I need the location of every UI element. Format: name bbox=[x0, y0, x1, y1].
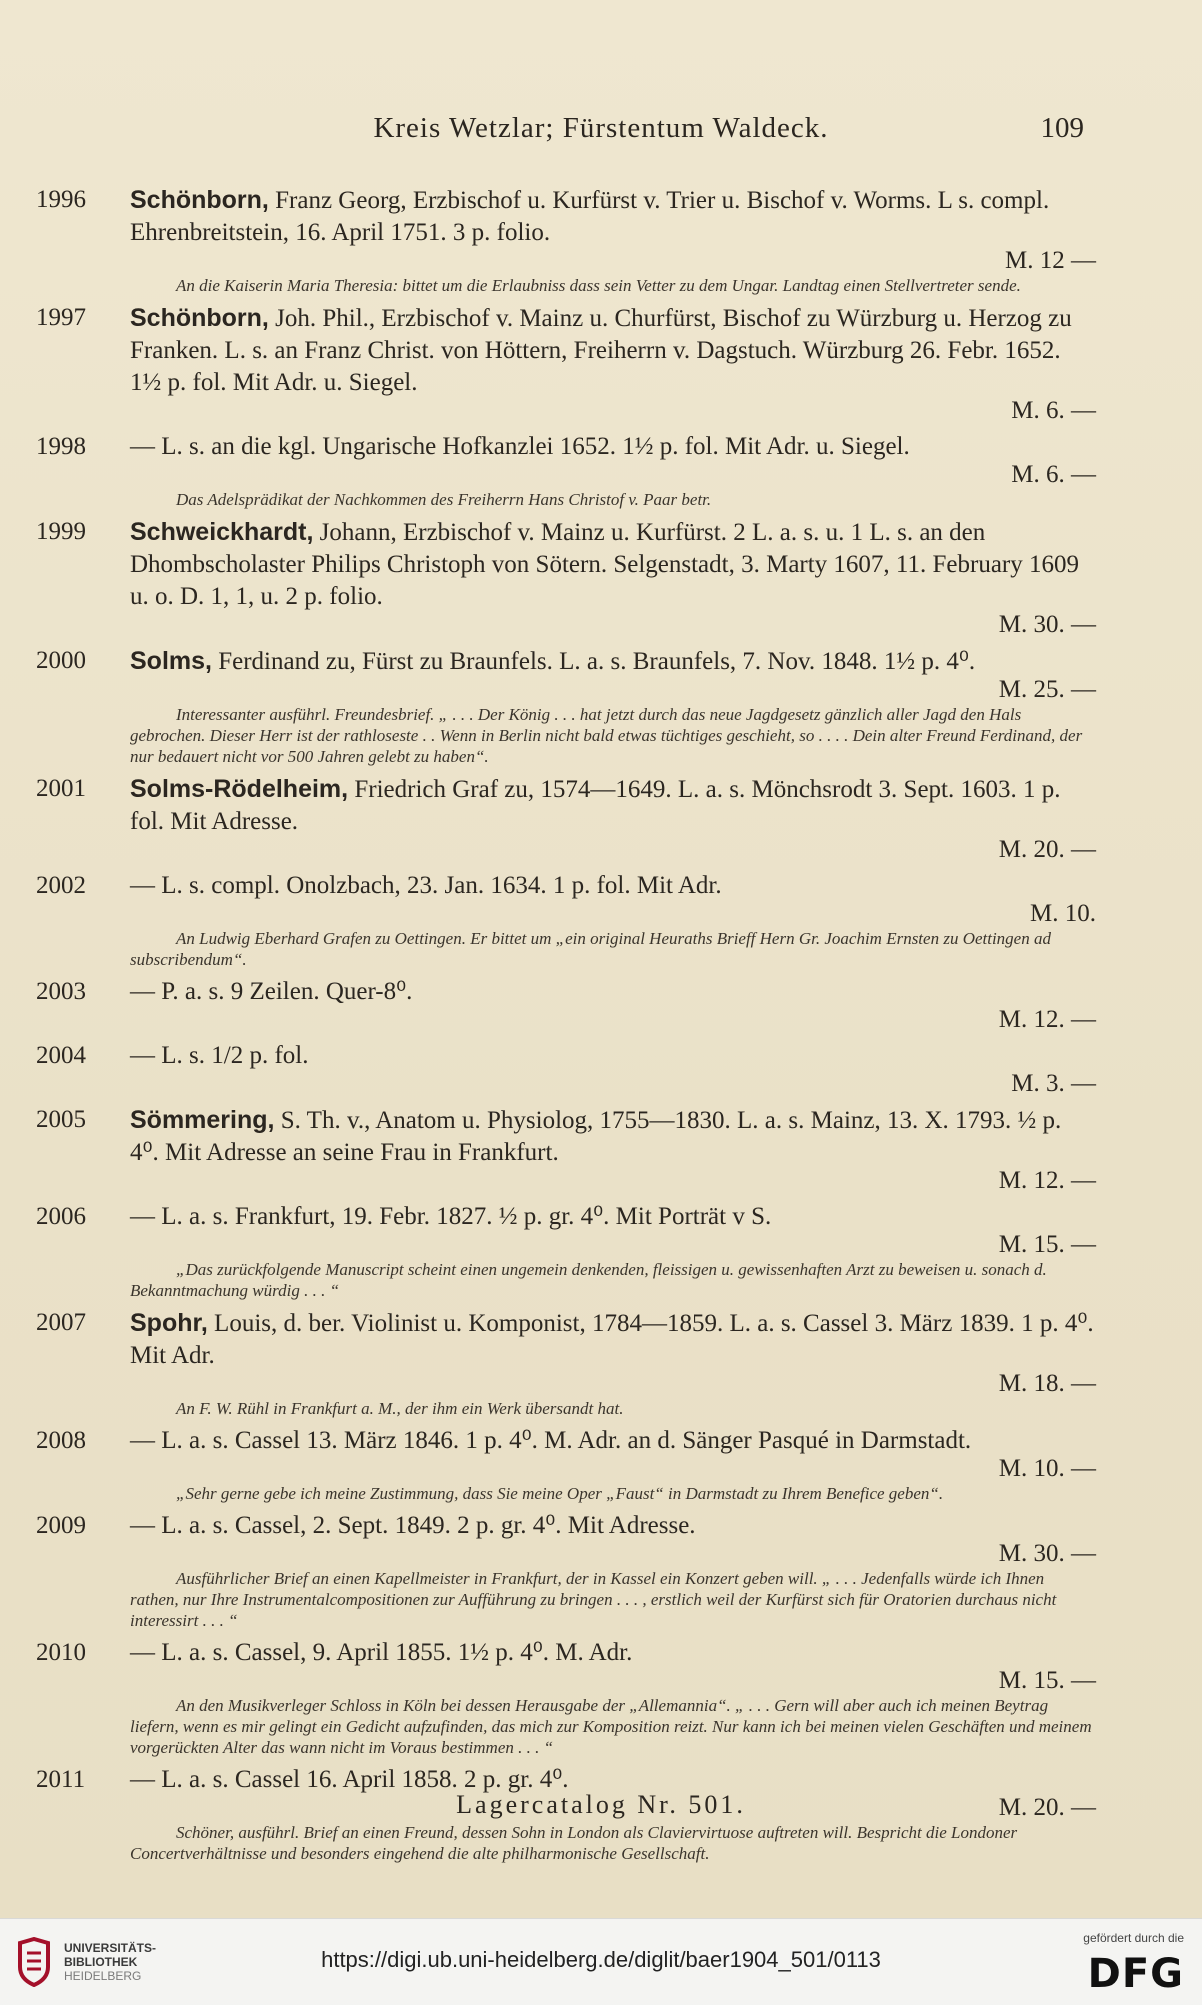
digitization-banner bbox=[0, 1918, 1202, 2005]
entry-price: M. 20. — bbox=[998, 836, 1096, 863]
entry-price: M. 18. — bbox=[998, 1370, 1096, 1397]
entry-price: M. 15. — bbox=[998, 1667, 1096, 1694]
entry-note: An die Kaiserin Maria Theresia: bittet um die Erlaubniss dass sein Vetter zu dem Ungar. Landtag einen Stellvertreter sende. bbox=[176, 276, 1021, 295]
entry-description: Johann, Erzbischof v. Mainz u. Kurfürst. 2 L. a. s. u. 1 L. s. an den Dhombscholaster Philips Christoph von Sötern. Selgenstadt, 3. Marty 1607, 11. February 1609 u. o. D. 1, 1, u. 2 p. folio. bbox=[130, 519, 1079, 610]
entry-price: M. 12. — bbox=[998, 1167, 1096, 1194]
catalog-entry bbox=[36, 1040, 1096, 1098]
entry-description: — L. a. s. Cassel, 9. April 1855. 1½ p. 4⁰. M. Adr. bbox=[130, 1639, 633, 1666]
catalog-entry bbox=[36, 1307, 1096, 1419]
entry-number: 2005 bbox=[36, 1106, 86, 1133]
catalog-entry bbox=[36, 870, 1096, 970]
catalog-entry bbox=[36, 1637, 1096, 1758]
entry-row bbox=[36, 1201, 1096, 1259]
catalog-entry bbox=[36, 773, 1096, 864]
catalog-entry bbox=[36, 1104, 1096, 1195]
entry-price: M. 10. bbox=[1030, 900, 1096, 927]
entry-note: Schöner, ausführl. Brief an einen Freund, dessen Sohn in London als Claviervirtuose auftreten will. Bespricht die Londoner Concertverhältnisse und besonders eingehend die alte philharmonische Gesellschaft. bbox=[130, 1823, 1018, 1863]
entry-price: M. 12. — bbox=[998, 1006, 1096, 1033]
library-line-1: UNIVERSITÄTS- bbox=[64, 1941, 157, 1955]
entry-number: 2007 bbox=[36, 1309, 86, 1336]
entry-price: M. 10. — bbox=[998, 1455, 1096, 1482]
entry-name: Schönborn, bbox=[130, 186, 269, 214]
entry-description: Joh. Phil., Erzbischof v. Mainz u. Churfürst, Bischof zu Würzburg u. Herzog zu Franken. L. s. an Franz Christ. von Höttern, Freiherrn v. Dagstuch. Würzburg 26. Febr. 1652. 1½ p. fol. Mit Adr. u. Siegel. bbox=[130, 305, 1072, 396]
entry-number: 1997 bbox=[36, 304, 86, 331]
entry-row bbox=[36, 184, 1096, 275]
entry-note: „Sehr gerne gebe ich meine Zustimmung, dass Sie meine Oper „Faust“ in Darmstadt zu Ihrem Benefice geben“. bbox=[176, 1484, 944, 1503]
running-title: Kreis Wetzlar; Fürstentum Waldeck. bbox=[373, 112, 829, 144]
entry-number: 2001 bbox=[36, 775, 86, 802]
entry-price: M. 6. — bbox=[1011, 461, 1096, 488]
entry-description: — P. a. s. 9 Zeilen. Quer-8⁰. bbox=[130, 978, 413, 1005]
entry-name: Solms-Rödelheim, bbox=[130, 775, 349, 803]
entry-description: — L. a. s. Frankfurt, 19. Febr. 1827. ½ p. gr. 4⁰. Mit Porträt v S. bbox=[130, 1203, 772, 1230]
entry-row bbox=[36, 1307, 1096, 1398]
entry-description: — L. s. an die kgl. Ungarische Hofkanzlei 1652. 1½ p. fol. Mit Adr. u. Siegel. bbox=[130, 433, 910, 460]
entry-name: Sömmering, bbox=[130, 1106, 275, 1134]
catalog-entry bbox=[36, 1425, 1096, 1504]
entry-number: 2010 bbox=[36, 1639, 86, 1666]
entry-number: 2000 bbox=[36, 647, 86, 674]
catalog-entry bbox=[36, 1201, 1096, 1301]
entry-number: 2008 bbox=[36, 1427, 86, 1454]
entry-description: S. Th. v., Anatom u. Physiolog, 1755—1830. L. a. s. Mainz, 13. X. 1793. ½ p. 4⁰. Mit Adresse an seine Frau in Frankfurt. bbox=[130, 1107, 1062, 1166]
entry-description: — L. s. 1/2 p. fol. bbox=[130, 1042, 309, 1069]
entry-row bbox=[36, 870, 1096, 928]
funded-by-text: gefördert durch die bbox=[1083, 1931, 1184, 1945]
entry-description: — L. s. compl. Onolzbach, 23. Jan. 1634. 1 p. fol. Mit Adr. bbox=[130, 872, 722, 899]
entry-row bbox=[36, 1040, 1096, 1098]
library-line-3: HEIDELBERG bbox=[64, 1969, 142, 1983]
entry-name: Schönborn, bbox=[130, 304, 269, 332]
entry-number: 2011 bbox=[36, 1766, 86, 1793]
entry-row bbox=[36, 773, 1096, 864]
entry-note: An den Musikverleger Schloss in Köln bei dessen Herausgabe der „Allemannia“. „ . . . Gern will aber auch ich meinen Beytrag liefern, wenn es mir gelingt ein Gedicht aufzufinden, das mich zur Komposition reizt. Nur kann ich bei meinen vielen Geschäften und meinem vorgerückten Alter das wann nicht im Voraus bestimmen . . . “ bbox=[130, 1696, 1092, 1757]
catalog-entry bbox=[36, 302, 1096, 425]
catalog-entry bbox=[36, 184, 1096, 296]
catalog-entry bbox=[36, 645, 1096, 767]
catalog-footer: Lagercatalog Nr. 501. bbox=[456, 1790, 746, 1819]
entry-price: M. 15. — bbox=[998, 1231, 1096, 1258]
entry-description: Franz Georg, Erzbischof u. Kurfürst v. Trier u. Bischof v. Worms. L s. compl. Ehrenbreitstein, 16. April 1751. 3 p. folio. bbox=[130, 187, 1050, 246]
entry-price: M. 20. — bbox=[998, 1794, 1096, 1821]
entry-number: 2006 bbox=[36, 1203, 86, 1230]
entry-price: M. 6. — bbox=[1011, 397, 1096, 424]
entry-description: — L. a. s. Cassel 16. April 1858. 2 p. gr. 4⁰. bbox=[130, 1766, 569, 1793]
entry-name: Schweickhardt, bbox=[130, 518, 314, 546]
entry-name: Solms, bbox=[130, 647, 212, 675]
entry-price: M. 12 — bbox=[1005, 247, 1096, 274]
entry-price: M. 30. — bbox=[998, 1540, 1096, 1567]
catalog-entry bbox=[36, 1510, 1096, 1631]
entry-row bbox=[36, 1104, 1096, 1195]
entry-name: Spohr, bbox=[130, 1309, 208, 1337]
entry-row bbox=[36, 431, 1096, 489]
dfg-logo[interactable]: DFG bbox=[1087, 1951, 1184, 1997]
catalog-entries bbox=[36, 184, 1096, 1870]
entry-description: — L. a. s. Cassel 13. März 1846. 1 p. 4⁰. M. Adr. an d. Sänger Pasqué in Darmstadt. bbox=[130, 1427, 972, 1454]
entry-number: 2003 bbox=[36, 978, 86, 1005]
entry-note: An F. W. Rühl in Frankfurt a. M., der ihm ein Werk übersandt hat. bbox=[176, 1399, 624, 1418]
entry-number: 2002 bbox=[36, 872, 86, 899]
entry-description: Friedrich Graf zu, 1574—1649. L. a. s. Mönchsrodt 3. Sept. 1603. 1 p. fol. Mit Adresse. bbox=[130, 776, 1061, 835]
entry-row bbox=[36, 302, 1096, 425]
entry-note: „Das zurückfolgende Manuscript scheint einen ungemein denkenden, fleissigen u. gewissenhaften Arzt zu beweisen u. sonach d. Bekanntmachung würdig . . . “ bbox=[130, 1260, 1047, 1300]
page-number: 109 bbox=[1040, 112, 1084, 144]
library-line-2: BIBLIOTHEK bbox=[64, 1955, 138, 1969]
entry-number: 1999 bbox=[36, 518, 86, 545]
entry-note: Ausführlicher Brief an einen Kapellmeister in Frankfurt, der in Kassel ein Konzert geben will. „ . . . Jedenfalls würde ich Ihnen rathen, nur Ihre Instrumentalcompositionen zur Aufführung zu bringen . . . , erstlich weil der Kurfürst sich für Oratorien durchaus nicht interessirt . . . “ bbox=[130, 1569, 1057, 1630]
entry-price: M. 3. — bbox=[1011, 1070, 1096, 1097]
entry-note: Das Adelsprädikat der Nachkommen des Freiherrn Hans Christof v. Paar betr. bbox=[176, 490, 712, 509]
entry-description: Ferdinand zu, Fürst zu Braunfels. L. a. s. Braunfels, 7. Nov. 1848. 1½ p. 4⁰. bbox=[218, 648, 976, 675]
entry-price: M. 25. — bbox=[998, 676, 1096, 703]
entry-row bbox=[36, 1510, 1096, 1568]
catalog-entry bbox=[36, 976, 1096, 1034]
entry-number: 2009 bbox=[36, 1512, 86, 1539]
catalog-entry bbox=[36, 516, 1096, 639]
entry-price: M. 30. — bbox=[998, 611, 1096, 638]
entry-row bbox=[36, 1425, 1096, 1483]
permalink-url[interactable]: https://digi.ub.uni-heidelberg.de/diglit/baer1904_501/0113 bbox=[321, 1947, 881, 1972]
entry-number: 2004 bbox=[36, 1042, 86, 1069]
entry-description: Louis, d. ber. Violinist u. Komponist, 1784—1859. L. a. s. Cassel 3. März 1839. 1 p. 4⁰. Mit Adr. bbox=[130, 1310, 1094, 1369]
entry-description: — L. a. s. Cassel, 2. Sept. 1849. 2 p. gr. 4⁰. Mit Adresse. bbox=[130, 1512, 696, 1539]
entry-number: 1996 bbox=[36, 186, 86, 213]
entry-note: An Ludwig Eberhard Grafen zu Oettingen. Er bittet um „ein original Heuraths Brieff Hern Gr. Joachim Ernsten zu Oettingen ad subscribendum“. bbox=[130, 929, 1051, 969]
entry-row bbox=[36, 976, 1096, 1034]
entry-row bbox=[36, 516, 1096, 639]
entry-note: Interessanter ausführl. Freundesbrief. „ . . . Der König . . . hat jetzt durch das neue Jagdgesetz gänzlich aller Jagd den Hals gebrochen. Dieser Herr ist der rathloseste . . Wenn in Berlin nicht bald etwas tüchtiges geschieht, so . . . . Dein alter Freund Ferdinand, der nur bedauert nicht vor 500 Jahren gelebt zu haben“. bbox=[130, 705, 1083, 766]
entry-row bbox=[36, 645, 1096, 704]
entry-row bbox=[36, 1637, 1096, 1695]
entry-number: 1998 bbox=[36, 433, 86, 460]
catalog-entry bbox=[36, 431, 1096, 510]
